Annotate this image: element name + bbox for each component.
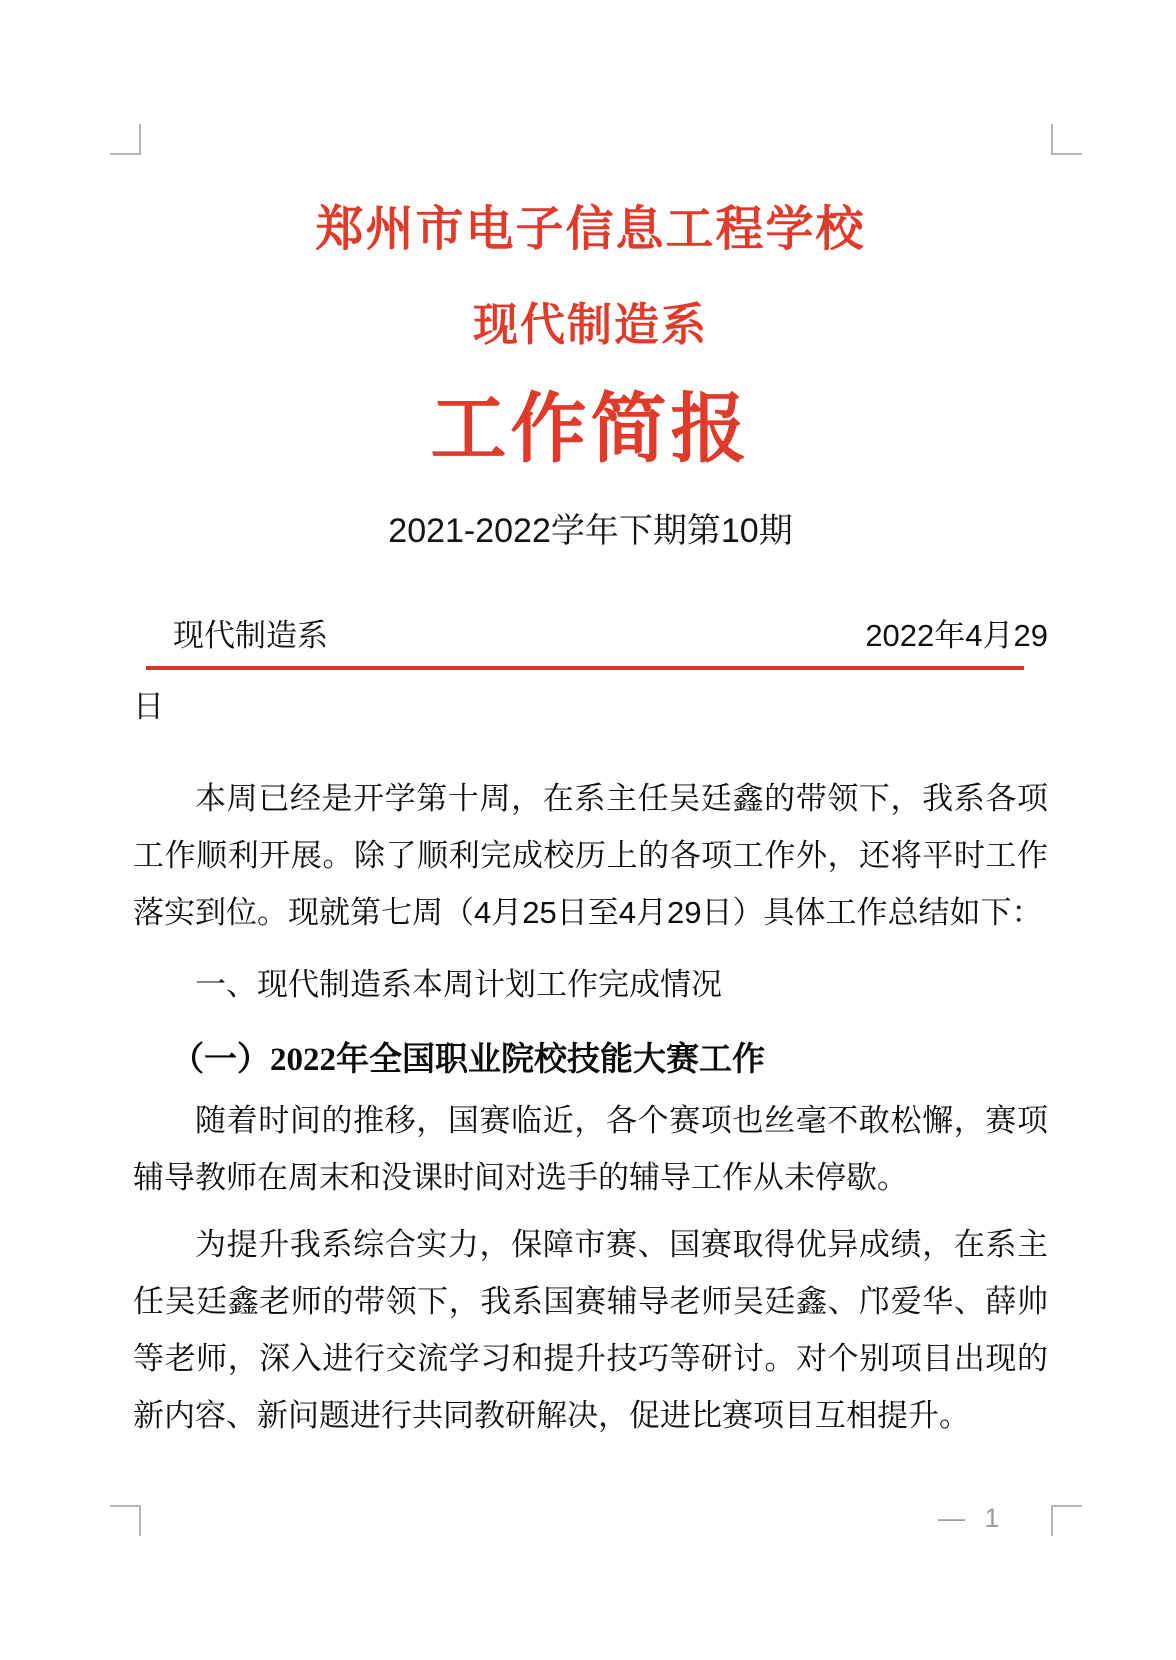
- section-heading: 一、现代制造系本周计划工作完成情况: [195, 967, 722, 1002]
- subsection-heading: （一）2022年全国职业院校技能大赛工作: [171, 1042, 765, 1078]
- masthead-divider-rule: [146, 666, 1024, 670]
- paragraph-intro: 本周已经是开学第十周，在系主任吴廷鑫的带领下，我系各项工作顺利开展。除了顺利完成校历上的各项工作外，还将平时工作落实到位。现就第七周（4月25日至4月29日）具体工作总结如下：: [133, 781, 1048, 930]
- text-boundary-mark-bottom-right-icon: [1051, 1505, 1082, 1536]
- document-title: 工作简报: [430, 387, 751, 472]
- text-boundary-mark-top-left-icon: [110, 124, 141, 155]
- masthead-department: 现代制造系: [173, 618, 328, 653]
- school-title: 郑州市电子信息工程学校: [315, 203, 866, 256]
- page-number: — 1: [938, 1503, 1006, 1533]
- masthead-row: [133, 610, 1048, 655]
- text-boundary-mark-bottom-left-icon: [110, 1505, 141, 1536]
- masthead-date-wrapped-char: 日: [133, 689, 164, 724]
- text-boundary-mark-top-right-icon: [1051, 124, 1082, 155]
- paragraph-competition: 随着时间的推移，国赛临近，各个赛项也丝毫不敢松懈，赛项辅导教师在周末和没课时间对选手的辅导工作从未停歇。: [133, 1103, 1048, 1195]
- issue-line: 2021-2022学年下期第10期: [388, 512, 793, 550]
- department-title: 现代制造系: [472, 299, 708, 350]
- masthead-date: 2022年4月29: [865, 618, 1048, 653]
- paragraph-teachers: 为提升我系综合实力，保障市赛、国赛取得优异成绩，在系主任吴廷鑫老师的带领下，我系国赛辅导老师吴廷鑫、邝爱华、薛帅等老师，深入进行交流学习和提升技巧等研讨。对个别项目出现的新内容、新问题进行共同教研解决，促进比赛项目互相提升。: [133, 1227, 1048, 1433]
